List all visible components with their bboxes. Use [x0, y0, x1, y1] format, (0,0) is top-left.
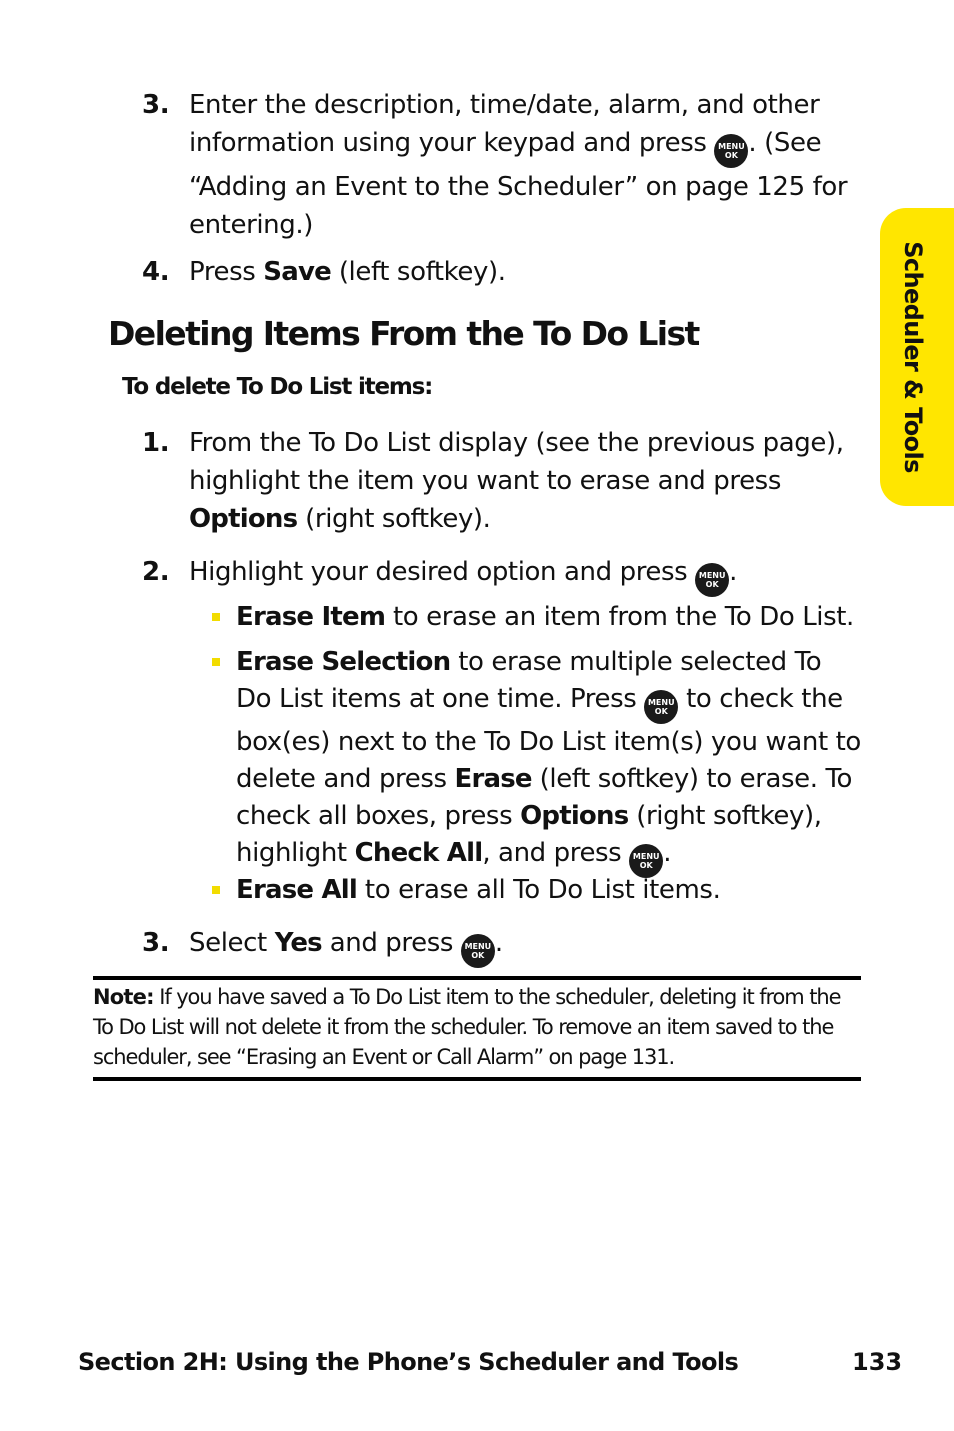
- section-heading: Deleting Items From the To Do List: [108, 314, 699, 353]
- bullet-erase-item: [212, 599, 862, 636]
- step-number: 1.: [142, 428, 170, 458]
- note-label: Note:: [93, 985, 154, 1009]
- menu-ok-icon: MENU OK: [714, 134, 748, 168]
- option-label: Erase Selection: [236, 647, 451, 677]
- step-text: Highlight your desired option and press: [189, 557, 696, 587]
- step-text: . (See “Adding an Event to the Scheduler” on page 125 for entering.): [189, 128, 848, 240]
- note-bottom-rule: [93, 1077, 861, 1081]
- softkey-label: Yes: [274, 928, 322, 958]
- bullet-text: .: [663, 838, 672, 868]
- step-4: [142, 253, 862, 291]
- step-text: (right softkey).: [297, 504, 491, 534]
- step-text: Enter the description, time/date, alarm, and other information using your keypad and press: [189, 90, 820, 158]
- step-text: From the To Do List display (see the previous page), highlight the item you want to erase and press: [189, 428, 844, 496]
- bullet-text: to check the box(es) next to the To Do List item(s) you want to delete and press: [236, 684, 861, 794]
- note-text: If you have saved a To Do List item to the scheduler, deleting it from the To Do List will not delete it from the scheduler. To remove an item saved to the scheduler, see “Erasing an Event or Call Alarm” on page 131.: [93, 985, 841, 1069]
- step-text: and press: [321, 928, 461, 958]
- bullet-text: to erase an item from the To Do List.: [385, 602, 854, 632]
- bullet-square-icon: [212, 886, 220, 894]
- note-box: [93, 982, 861, 1072]
- step-number: 3.: [142, 928, 170, 958]
- softkey-label: Erase: [454, 764, 532, 794]
- step-3-top: [142, 86, 862, 244]
- bullet-text: (right softkey), highlight: [236, 801, 822, 868]
- step-number: 2.: [142, 557, 170, 587]
- step-text: (left softkey).: [330, 257, 506, 287]
- menu-ok-icon: MENU OK: [695, 563, 729, 597]
- option-label: Erase Item: [236, 602, 386, 632]
- menu-ok-icon: MENU OK: [644, 690, 678, 724]
- bullet-text: (left softkey) to erase. To check all boxes, press: [236, 764, 853, 831]
- bullet-square-icon: [212, 613, 220, 621]
- softkey-label: Options: [520, 801, 629, 831]
- footer-section-title: Section 2H: Using the Phone’s Scheduler and Tools: [78, 1348, 739, 1376]
- bullet-text: to erase multiple selected To Do List items at one time. Press: [236, 647, 822, 714]
- step-number: 4.: [142, 257, 170, 287]
- side-tab-label: Scheduler & Tools: [899, 241, 927, 473]
- step-text: .: [494, 928, 503, 958]
- bullet-text: , and press: [482, 838, 630, 868]
- page-number: 133: [852, 1348, 903, 1376]
- bullet-erase-all: [212, 872, 862, 909]
- note-top-rule: [93, 976, 861, 980]
- bullet-text: to erase all To Do List items.: [357, 875, 721, 905]
- procedure-subheading: To delete To Do List items:: [122, 374, 433, 400]
- step-text: .: [729, 557, 738, 587]
- step-2: [142, 553, 862, 597]
- step-3: [142, 924, 862, 968]
- menu-ok-icon: MENU OK: [629, 844, 663, 878]
- bullet-erase-selection: [212, 644, 862, 878]
- option-label: Check All: [354, 838, 483, 868]
- menu-ok-icon: MENU OK: [461, 934, 495, 968]
- bullet-square-icon: [212, 658, 220, 666]
- step-1: [142, 424, 862, 538]
- softkey-label: Save: [263, 257, 331, 287]
- step-text: Select: [189, 928, 275, 958]
- step-text: Press: [189, 257, 264, 287]
- softkey-label: Options: [189, 504, 298, 534]
- option-label: Erase All: [236, 875, 358, 905]
- step-number: 3.: [142, 90, 170, 120]
